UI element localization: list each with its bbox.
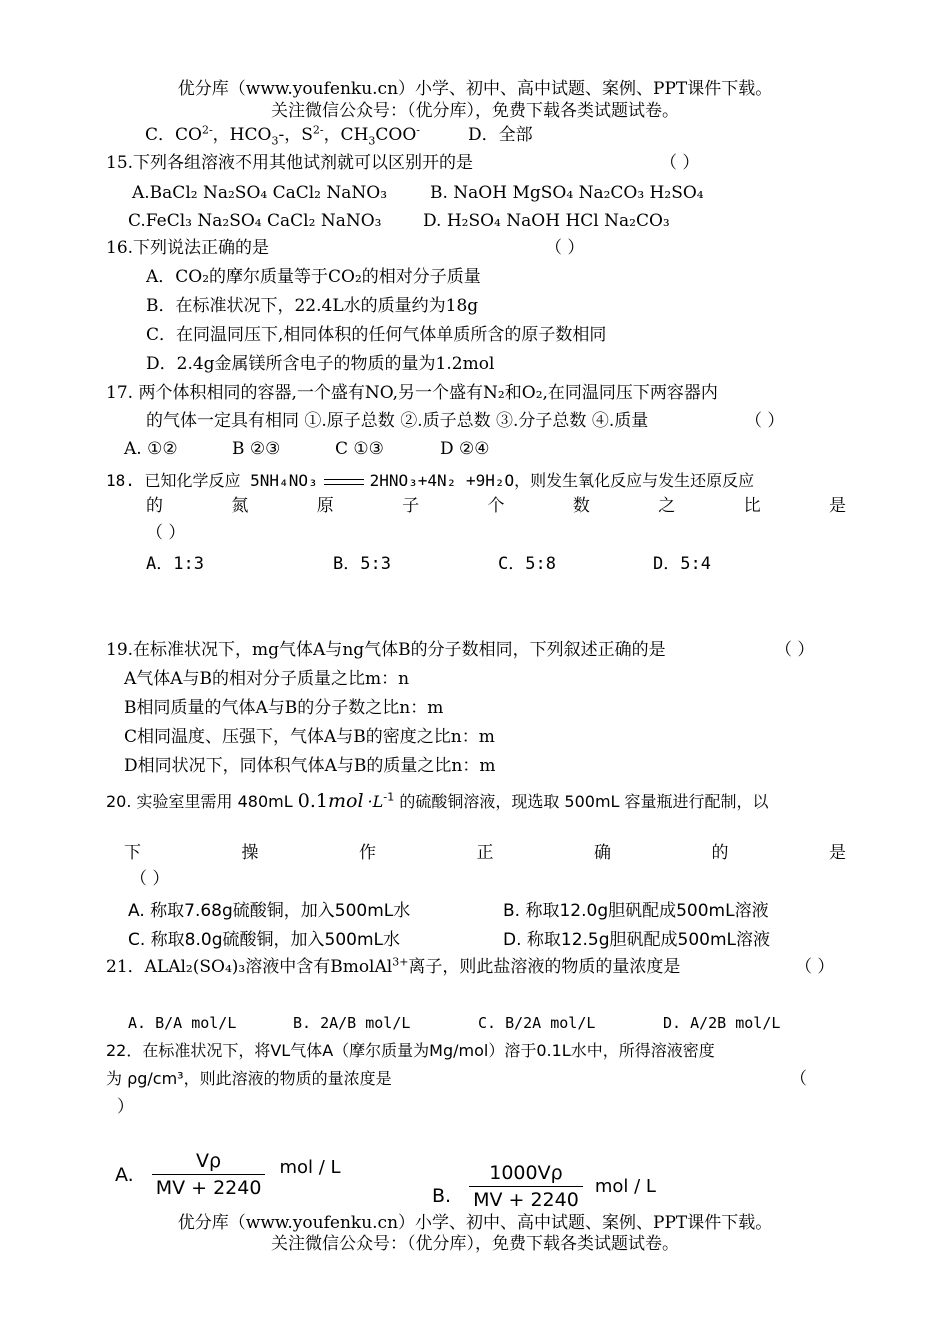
q17-option-d: D ②④ xyxy=(440,439,490,459)
q19-option-b: B相同质量的气体A与B的分子数之比n：m xyxy=(124,698,444,718)
q16-option-b: B．在标准状况下，22.4L水的质量约为18g xyxy=(146,296,479,316)
q20-stem-line-2: 下 操 作 正 确 的 是 xyxy=(124,843,846,863)
q21-option-b: B. 2A/B mol/L xyxy=(293,1014,411,1032)
q20-option-d: D. 称取12.5g胆矾配成500mL溶液 xyxy=(503,930,771,950)
q22-option-b-unit: mol / L xyxy=(594,1176,656,1197)
q17-option-b: B ②③ xyxy=(232,439,281,459)
q17-answer-paren: （ ） xyxy=(745,411,785,431)
footer-line-2: 关注微信公众号：（优分库），免费下载各类试题试卷。 xyxy=(271,1234,679,1254)
q18-answer-paren: （ ） xyxy=(146,523,186,543)
q15-stem: 15.下列各组溶液不用其他试剂就可以区别开的是 xyxy=(106,153,474,173)
q22-option-a-numerator: Vρ xyxy=(196,1150,222,1172)
q18-stem-line-2: 的 氮 原 子 个 数 之 比 是 xyxy=(146,496,846,516)
q19-answer-paren: （ ） xyxy=(775,640,815,660)
q21-option-a: A. B/A mol/L xyxy=(128,1014,237,1032)
header-line-2: 关注微信公众号：（优分库），免费下载各类试题试卷。 xyxy=(271,101,679,121)
q19-option-a: A气体A与B的相对分子质量之比m：n xyxy=(124,669,410,689)
q22-option-a xyxy=(115,1150,341,1199)
q21-option-d: D. A/2B mol/L xyxy=(663,1014,781,1032)
q15-option-b: B. NaOH MgSO₄ Na₂CO₃ H₂SO₄ xyxy=(430,183,704,203)
q22-option-b-denominator: MV + 2240 xyxy=(469,1186,583,1211)
q17-stem-line-1: 17. 两个体积相同的容器,一个盛有NO,另一个盛有N₂和O₂,在同温同压下两容器内 xyxy=(106,383,718,403)
q22-option-b xyxy=(432,1162,656,1211)
q15-option-d: D. H₂SO₄ NaOH HCl Na₂CO₃ xyxy=(423,211,670,231)
q16-answer-paren: （ ） xyxy=(545,238,585,258)
q18-option-a: A．1:3 xyxy=(146,554,204,574)
q22-option-b-fraction xyxy=(469,1162,583,1211)
q20-option-c: C. 称取8.0g硫酸铜，加入500mL水 xyxy=(128,930,400,950)
q22-answer-paren-open: （ xyxy=(790,1069,807,1089)
q16-option-a: A．CO₂的摩尔质量等于CO₂的相对分子质量 xyxy=(146,267,481,287)
q17-stem-line-2: 的气体一定具有相同 ①.原子总数 ②.质子总数 ③.分子总数 ④.质量 xyxy=(146,411,649,431)
q16-option-d: D．2.4g金属镁所含电子的物质的量为1.2mol xyxy=(146,354,495,374)
q22-stem-line-2: 为 ρg/cm³，则此溶液的物质的量浓度是 xyxy=(106,1069,392,1088)
q19-option-d: D相同状况下，同体积气体A与B的质量之比n：m xyxy=(124,756,496,776)
q19-option-c: C相同温度、压强下，气体A与B的密度之比n：m xyxy=(124,727,495,747)
q15-answer-paren: （ ） xyxy=(660,153,700,173)
q18-option-c: C．5:8 xyxy=(498,554,556,574)
q16-option-c: C．在同温同压下,相同体积的任何气体单质所含的原子数相同 xyxy=(146,325,607,345)
header-line-1: 优分库（www.youfenku.cn）小学、初中、高中试题、案例、PPT课件下载。 xyxy=(177,79,773,99)
q14-option-c: C．$CO^{2-}$，$HCO_3-$，$S^{2-}$，$CH_3COO^-$ xyxy=(145,123,421,148)
q21-stem: 21．ALAl₂(SO₄)₃溶液中含有BmolAl$^{3+}$离子，则此盐溶液的物质的量浓度是 xyxy=(106,955,681,977)
q22-stem-line-1: 22．在标准状况下，将VL气体A（摩尔质量为Mg/mol）溶于0.1L水中，所得溶液密度 xyxy=(106,1041,715,1060)
q20-option-b: B. 称取12.0g胆矾配成500mL溶液 xyxy=(503,901,769,921)
q22-option-a-denominator: MV + 2240 xyxy=(152,1174,266,1199)
q15-option-a: A.BaCl₂ Na₂SO₄ CaCl₂ NaNO₃ xyxy=(132,183,388,203)
q19-stem: 19.在标准状况下，mg气体A与ng气体B的分子数相同，下列叙述正确的是 xyxy=(106,640,666,660)
q18-option-b: B．5:3 xyxy=(333,554,391,574)
q22-option-b-numerator: 1000Vρ xyxy=(489,1162,563,1184)
q18-option-d: D．5:4 xyxy=(653,554,711,574)
q21-answer-paren: （ ） xyxy=(795,957,835,977)
q16-stem: 16.下列说法正确的是 xyxy=(106,238,270,258)
q22-option-a-label: A. xyxy=(115,1163,134,1186)
q14-option-d: D．全部 xyxy=(468,125,533,145)
reaction-equals-sign xyxy=(324,479,364,485)
q21-option-c: C. B/2A mol/L xyxy=(478,1014,596,1032)
footer-line-1: 优分库（www.youfenku.cn）小学、初中、高中试题、案例、PPT课件下载。 xyxy=(177,1213,773,1233)
q18-stem-line-1: 18. 已知化学反应 5NH₄NO₃ 2HNO₃+4N₂ +9H₂O，则发生氧化反应与发生还原反应 xyxy=(106,471,755,490)
q22-option-a-fraction xyxy=(152,1150,266,1199)
q17-option-a: A. ①② xyxy=(124,439,178,459)
q22-option-a-unit: mol / L xyxy=(279,1157,341,1178)
q20-answer-paren: （ ） xyxy=(130,869,170,889)
q22-option-b-label: B. xyxy=(432,1184,452,1207)
q17-option-c: C ①③ xyxy=(335,439,384,459)
q15-option-c: C.FeCl₃ Na₂SO₄ CaCl₂ NaNO₃ xyxy=(128,211,382,231)
q20-option-a: A. 称取7.68g硫酸铜，加入500mL水 xyxy=(128,901,411,921)
q20-stem-line-1: 20. 实验室里需用 480mL $0.1mol \cdot L^{-1}$ 的硫酸铜溶液，现选取 500mL 容量瓶进行配制，以 xyxy=(106,790,769,812)
q22-answer-paren-close: ） xyxy=(117,1097,134,1117)
